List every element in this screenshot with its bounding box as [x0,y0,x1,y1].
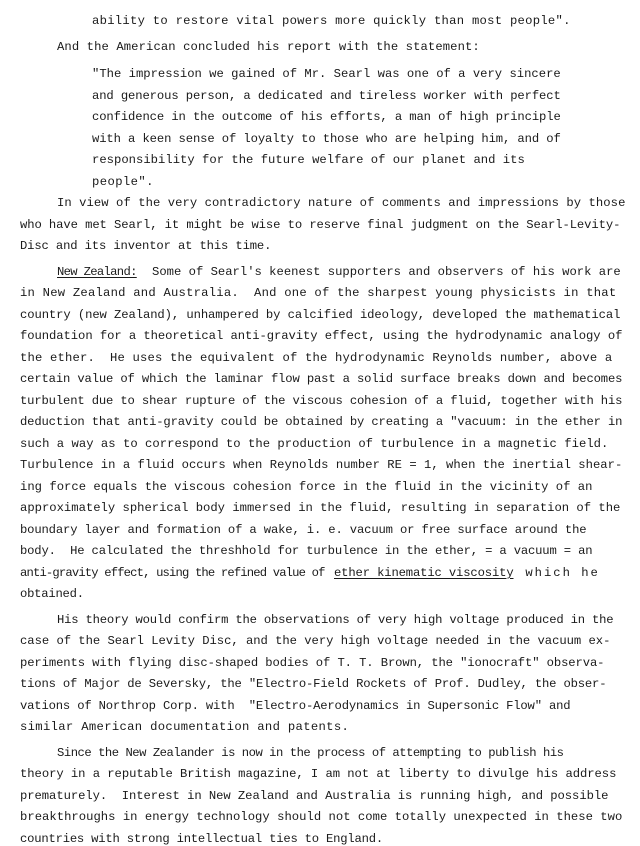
text-line: theory in a reputable British magazine, I am not at liberty to divulge his address [20,767,617,781]
text-line: Turbulence in a fluid occurs when Reynolds number RE = 1, when the inertial shear- [20,458,623,472]
quote-line: "The impression we gained of Mr. Searl was one of a very sincere [92,67,561,81]
text-line: certain value of which the laminar flow past a solid surface breaks down and becomes [20,372,623,386]
text-line: similar American documentation and patents. [20,720,350,734]
text-line: ability to restore vital powers more quickly than most people". [92,14,571,28]
text-line: such a way as to correspond to the production of turbulence in a magnetic field. [20,437,609,451]
text-line: approximately spherical body immersed in the fluid, resulting in separation of the [20,501,621,515]
text-line: which he [516,566,600,580]
quote-line: and generous person, a dedicated and tireless worker with perfect [92,89,561,103]
text-line: boundary layer and formation of a wake, i. e. vacuum or free surface around the [20,523,587,537]
quote-line: confidence in the outcome of his efforts, a man of high principle [92,110,561,124]
text-line: prematurely. Interest in New Zealand and Australia is running high, and possible [20,789,609,803]
quote-line: responsibility for the future welfare of our planet and its [92,153,525,167]
text-line: country (new Zealand), unhampered by calcified ideology, developed the mathematical [20,308,621,322]
text-line: And the American concluded his report with the statement: [57,40,480,54]
text-line: Disc and its inventor at this time. [20,239,272,253]
text-line: breakthroughs in energy technology should not come totally unexpected in these two [20,810,623,824]
quote-line: people". [92,175,154,189]
text-line: turbulent due to shear rupture of the viscous cohesion of a fluid, together with his [20,394,623,408]
text-line: tions of Major de Seversky, the "Electro-Field Rockets of Prof. Dudley, the obser- [20,677,607,691]
text-line: deduction that anti-gravity could be obtained by creating a "vacuum: in the ether in [20,415,623,429]
text-line: foundation for a theoretical anti-gravity effect, using the hydrodynamic analogy of [20,329,623,343]
text-line: periments with flying disc-shaped bodies of T. T. Brown, the "ionocraft" observa- [20,656,605,670]
text-line: vations of Northrop Corp. with "Electro-Aerodynamics in Supersonic Flow" and [20,699,571,713]
text-line: ing force equals the viscous cohesion force in the fluid in the vicinity of an [20,480,593,494]
text-line: body. He calculated the threshhold for turbulence in the ether, = a vacuum = an [20,544,593,558]
text-line: the ether. He uses the equivalent of the hydrodynamic Reynolds number, above a [20,351,613,365]
text-line: case of the Searl Levity Disc, and the very high voltage needed in the vacuum ex- [20,634,611,648]
text-line: in New Zealand and Australia. And one of the sharpest young physicists in that [20,286,617,300]
text-line: anti-gravity effect, using the refined value of [20,566,332,580]
quote-line: with a keen sense of loyalty to those who are helping him, and of [92,132,561,146]
text-line: obtained. [20,587,84,601]
text-line: who have met Searl, it might be wise to reserve final judgment on the Searl-Levity- [20,218,621,232]
text-line: In view of the very contradictory nature of comments and impressions by those [57,196,626,210]
term-ether-kinematic-viscosity: ether kinematic viscosity [334,566,514,580]
text-line: Some of Searl's keenest supporters and observers of his work are [152,265,621,279]
section-heading-new-zealand: New Zealand: [57,265,137,279]
text-line: countries with strong intellectual ties to England. [20,832,383,846]
text-line: His theory would confirm the observations of very high voltage produced in the [57,613,614,627]
text-line: Since the New Zealander is now in the process of attempting to publish his [57,746,564,760]
